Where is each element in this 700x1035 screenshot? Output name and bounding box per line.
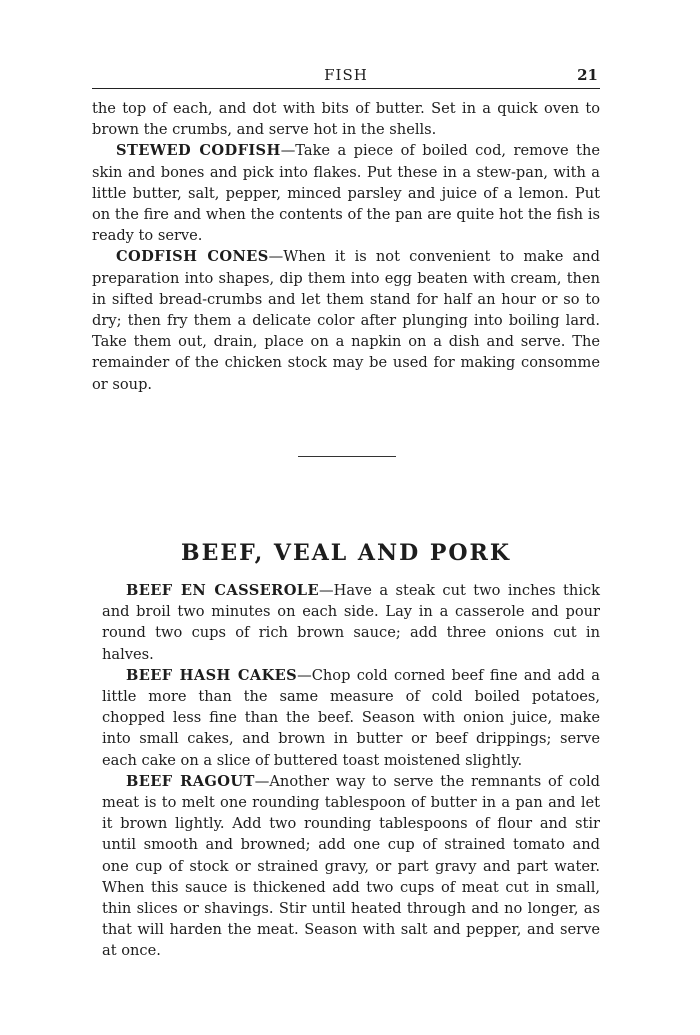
page-number: 21	[577, 66, 598, 84]
header-rule	[92, 88, 600, 89]
recipe-text: —When it is not convenient to make and preparation into shapes, dip them into egg beaten with cream, then in sifted bread-crumbs and let them stand for half an hour or so to dry; then fry them a delicate color after plunging into boiling lard. Take them out, drain, place on a napkin on a dish and serve. The remainder of the chicken stock may be used for making consomme or soup.	[92, 248, 601, 393]
recipe-text: —Chop cold corned beef fine and add a little more than the same measure of cold boiled potatoes, chopped less fine than the beef. Season with onion juice, make into small cakes, and brown in butter or beef drippings; serve each cake on a slice of buttered toast moistened slightly.	[102, 666, 601, 769]
recipe-beef-hash-cakes	[102, 665, 600, 771]
recipe-beef-en-casserole	[102, 580, 600, 665]
recipe-heading: STEWED CODFISH	[116, 142, 281, 160]
section-title: BEEF, VEAL AND PORK	[181, 540, 511, 566]
recipe-text: —Another way to serve the remnants of cold meat is to melt one rounding tablespoon of butter in a pan and let it brown lightly. Add two rounding tablespoons of flour and stir until smooth and browned; add one cup of strained tomato and one cup of stock or strained gravy, or part gravy and part water. When this sauce is thickened add two cups of meat cut in small, thin slices or shavings. Stir until heated through and no longer, as that will harden the meat. Season with salt and pepper, and serve at once.	[102, 772, 600, 960]
recipe-heading: BEEF HASH CAKES	[126, 666, 298, 684]
recipe-heading: CODFISH CONES	[116, 248, 269, 266]
recipe-codfish-cones	[92, 246, 600, 394]
recipe-beef-ragout	[102, 771, 600, 962]
section-divider	[298, 456, 396, 457]
recipe-stewed-codfish	[92, 140, 600, 246]
continuation-paragraph: the top of each, and dot with bits of butter. Set in a quick oven to brown the crumbs, and serve hot in the shells.	[92, 100, 600, 139]
page-header	[92, 66, 600, 90]
running-head: FISH	[324, 66, 368, 84]
recipe-heading: BEEF RAGOUT	[126, 772, 255, 790]
beef-recipes	[102, 580, 600, 962]
recipe-text: —Have a steak cut two inches thick and broil two minutes on each side. Lay in a casserole and pour round two cups of rich brown sauce; add three onions cut in halves.	[102, 582, 600, 663]
fish-recipes	[92, 98, 600, 395]
recipe-heading: BEEF EN CASSEROLE	[126, 582, 319, 599]
recipe-text: —Take a piece of boiled cod, remove the skin and bones and pick into flakes. Put these in a stew-pan, with a little butter, salt, pepper, minced parsley and juice of a lemon. Put on the fire and when the contents of the pan are quite hot the fish is ready to serve.	[92, 142, 600, 245]
